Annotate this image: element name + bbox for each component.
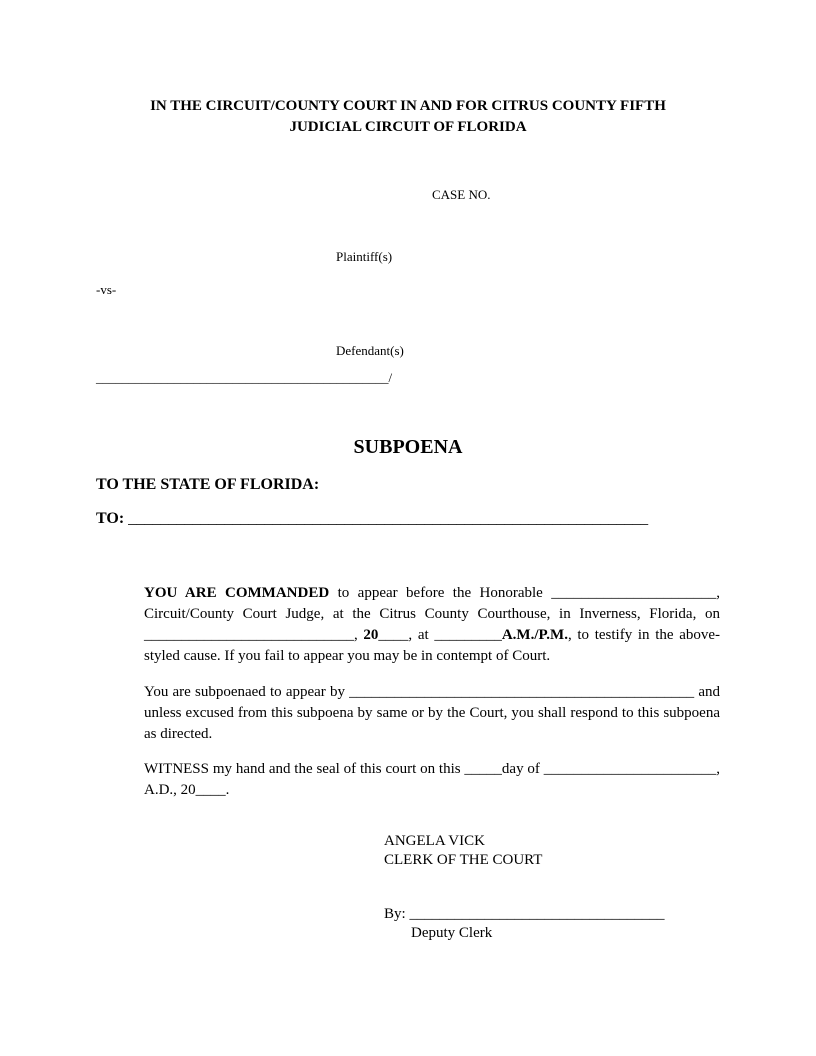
document-title: SUBPOENA	[353, 436, 463, 458]
addressee-state: TO THE STATE OF FLORIDA:	[96, 476, 320, 493]
addressee-line	[96, 510, 648, 528]
signature-blank: __________________________________	[409, 906, 665, 922]
addressee-blank: _________________________________________________________________	[128, 510, 649, 527]
clerk-name: ANGELA VICK	[384, 833, 485, 849]
defendant-label: Defendant(s)	[336, 343, 404, 358]
clerk-signature-block	[384, 832, 542, 870]
plaintiff-label: Plaintiff(s)	[336, 249, 393, 264]
command-text-c: , to testify in the above-styled cause. If you fail to appear you may be in contempt of Court.	[144, 627, 721, 664]
command-text-a: to appear before the Honorable ______________________, Circuit/County Court Judge, at the Citrus County Courthouse, in Inverness, Florida, on ____________________________,	[144, 585, 721, 643]
court-title-line-2: JUDICIAL CIRCUIT OF FLORIDA	[289, 119, 527, 135]
deputy-clerk-label: Deputy Clerk	[411, 925, 493, 941]
command-text-b: ____, at _________	[378, 627, 502, 643]
commanded-phrase: YOU ARE COMMANDED	[144, 585, 330, 601]
court-title-line-1: IN THE CIRCUIT/COUNTY COURT IN AND FOR CITRUS COUNTY FIFTH	[150, 98, 666, 114]
command-ampm: A.M./P.M.	[501, 627, 568, 643]
command-paragraph	[96, 583, 720, 667]
case-number-label: CASE NO.	[432, 187, 491, 202]
command-year-prefix: 20	[363, 627, 379, 643]
caption-separator-line: _____________________________________________/	[96, 370, 393, 385]
witness-paragraph-text: WITNESS my hand and the seal of this court on this _____day of _______________________, A.D., 20____.	[144, 761, 720, 798]
clerk-title: CLERK OF THE COURT	[384, 852, 543, 868]
subpoena-paragraph-text: You are subpoenaed to appear by ______________________________________________ and unless excused from this subpoena by same or by the Court, you shall respond to this subpoena as directed.	[144, 684, 720, 742]
witness-paragraph	[96, 759, 720, 801]
signature-by-line	[384, 906, 664, 923]
versus-label: -vs-	[96, 282, 117, 297]
by-label: By:	[384, 906, 406, 922]
court-title	[96, 96, 720, 138]
subpoena-paragraph	[96, 682, 720, 745]
addressee-to-label: TO:	[96, 510, 125, 527]
